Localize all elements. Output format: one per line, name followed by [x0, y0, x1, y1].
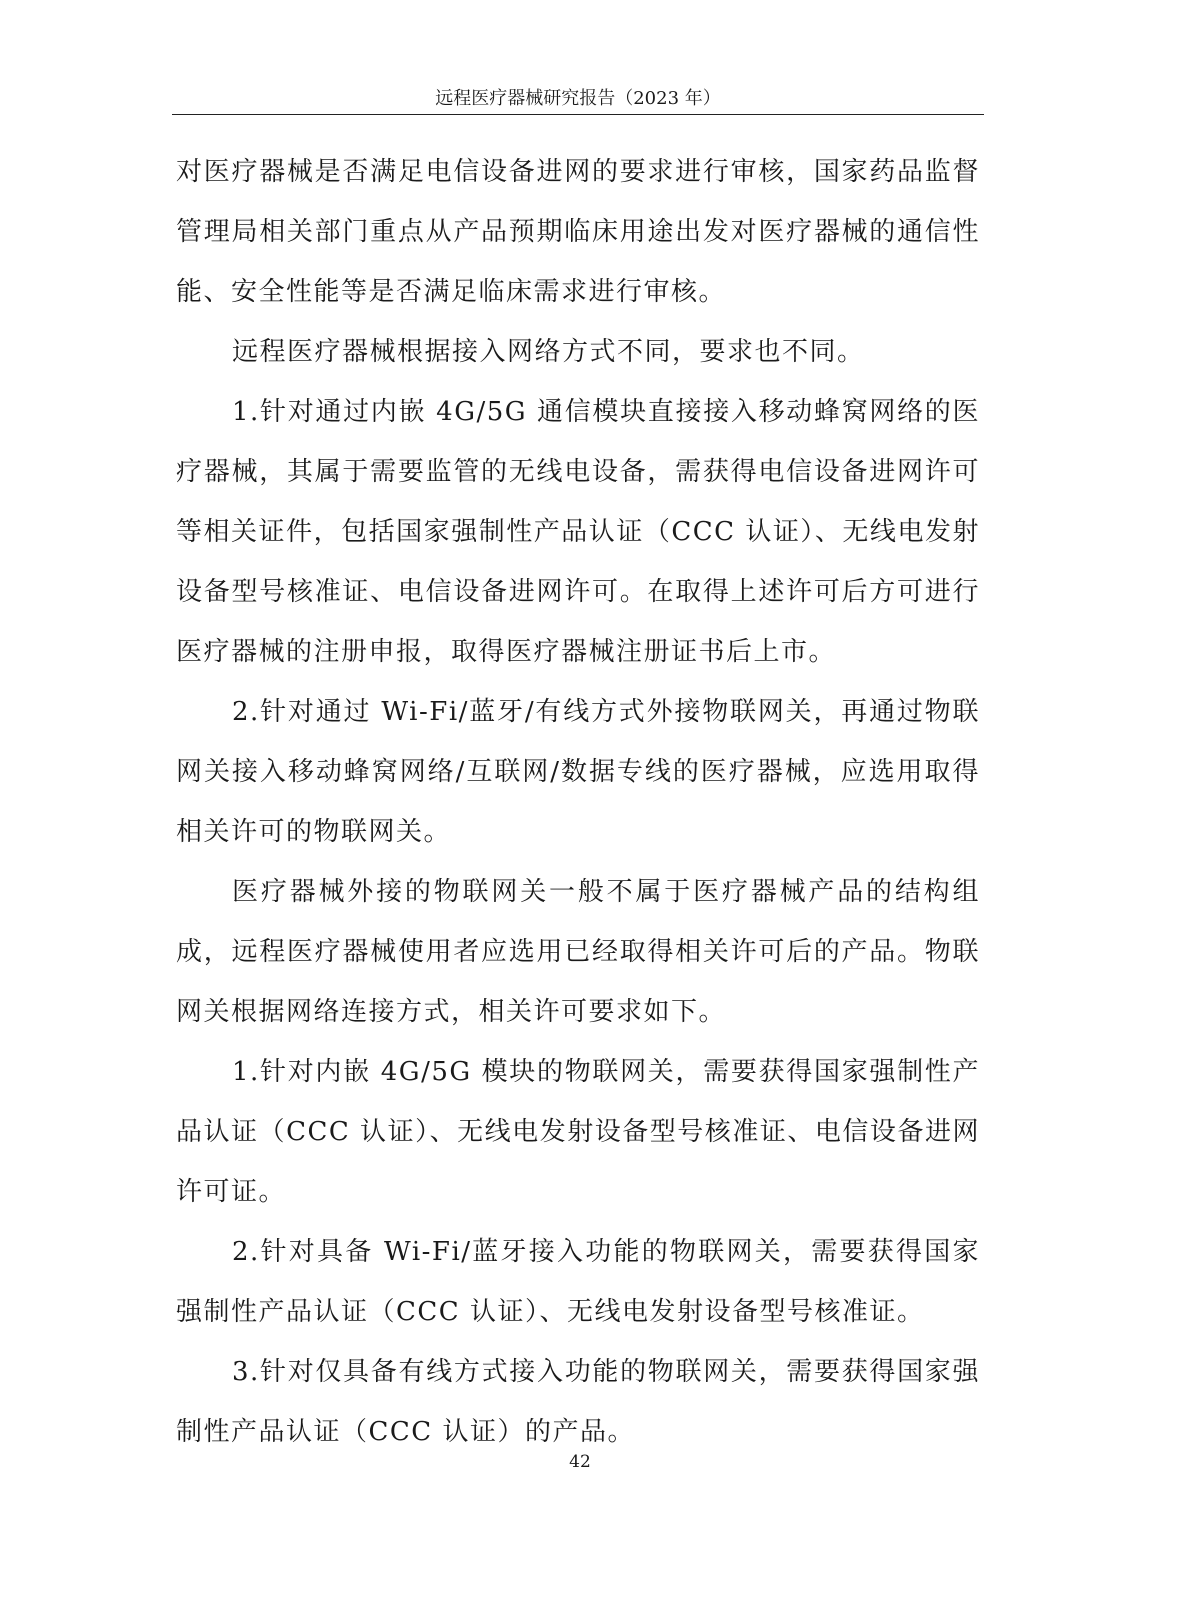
paragraph-gateway-overview: 医疗器械外接的物联网关一般不属于医疗器械产品的结构组成，远程医疗器械使用者应选用已经取得相关许可后的产品。物联网关根据网络连接方式，相关许可要求如下。 [176, 877, 980, 1027]
page-number: 42 [569, 1452, 591, 1472]
paragraph-gateway-4g5g: 1.针对内嵌 4G/5G 模块的物联网关，需要获得国家强制性产品认证（CCC 认证）、无线电发射设备型号核准证、电信设备进网许可证。 [176, 1057, 980, 1207]
paragraph-embedded-4g5g-devices: 1.针对通过内嵌 4G/5G 通信模块直接接入移动蜂窝网络的医疗器械，其属于需要监管的无线电设备，需获得电信设备进网许可等相关证件，包括国家强制性产品认证（CCC 认证）、无线电发射设备型号核准证、电信设备进网许可。在取得上述许可后方可进行医疗器械的注册申报，取得医疗器械注册证书后上市。 [176, 397, 980, 667]
running-header: 远程医疗器械研究报告（2023 年） [435, 88, 721, 109]
paragraph-network-requirements: 远程医疗器械根据接入网络方式不同，要求也不同。 [232, 337, 865, 367]
header-divider [172, 114, 984, 115]
paragraph-external-gateway-devices: 2.针对通过 Wi-Fi/蓝牙/有线方式外接物联网关，再通过物联网关接入移动蜂窝网络/互联网/数据专线的医疗器械，应选用取得相关许可的物联网关。 [176, 697, 980, 847]
paragraph-gateway-wifi-bluetooth: 2.针对具备 Wi-Fi/蓝牙接入功能的物联网关，需要获得国家强制性产品认证（CCC 认证）、无线电发射设备型号核准证。 [176, 1237, 980, 1327]
body-text [176, 142, 980, 1462]
paragraph-continuation: 对医疗器械是否满足电信设备进网的要求进行审核，国家药品监督管理局相关部门重点从产品预期临床用途出发对医疗器械的通信性能、安全性能等是否满足临床需求进行审核。 [176, 157, 980, 307]
paragraph-gateway-wired: 3.针对仅具备有线方式接入功能的物联网关，需要获得国家强制性产品认证（CCC 认证）的产品。 [176, 1357, 980, 1447]
